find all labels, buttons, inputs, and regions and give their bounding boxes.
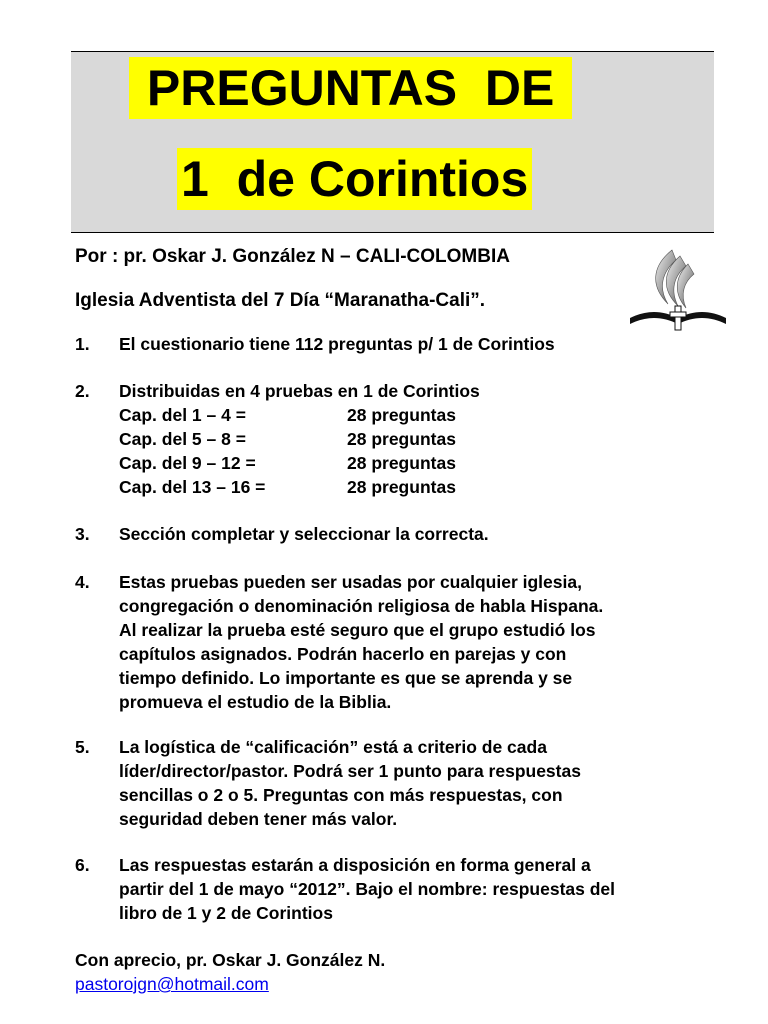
list-item-text: promueva el estudio de la Biblia. [119, 692, 392, 712]
list-item-text: Al realizar la prueba esté seguro que el grupo estudió los [119, 620, 596, 640]
list-item-text: congregación o denominación religiosa de habla Hispana. [119, 596, 604, 616]
list-item-number: 3. [75, 524, 90, 544]
list-item-text: Distribuidas en 4 pruebas en 1 de Corintios [119, 381, 480, 401]
chapter-row [119, 451, 729, 475]
list-item-text: El cuestionario tiene 112 preguntas p/ 1 de Corintios [119, 334, 555, 354]
list-item-text: La logística de “calificación” está a criterio de cada [119, 737, 547, 757]
list-item-text: sencillas o 2 o 5. Preguntas con más respuestas, con [119, 785, 563, 805]
title-box [71, 51, 714, 233]
chapter-range: Cap. del 9 – 12 = [119, 453, 256, 473]
list-item-text: tiempo definido. Lo importante es que se aprenda y se [119, 668, 573, 688]
closing-signature: Con aprecio, pr. Oskar J. González N. [75, 950, 386, 970]
list-item-number: 5. [75, 737, 90, 757]
chapter-range: Cap. del 1 – 4 = [119, 405, 246, 425]
email-link[interactable]: pastorojgn@hotmail.com [75, 974, 269, 994]
list-item-text: capítulos asignados. Podrán hacerlo en parejas y con [119, 644, 567, 664]
church-line: Iglesia Adventista del 7 Día “Maranatha-Cali”. [75, 290, 486, 311]
list-item-text: Las respuestas estarán a disposición en forma general a [119, 855, 591, 875]
list-item-text: líder/director/pastor. Podrá ser 1 punto para respuestas [119, 761, 581, 781]
author-line: Por : pr. Oskar J. González N – CALI-COLOMBIA [75, 246, 510, 267]
title-line-1: PREGUNTAS DE [129, 57, 572, 119]
chapter-row [119, 403, 729, 427]
list-item-number: 2. [75, 381, 90, 401]
chapter-count: 28 preguntas [347, 477, 456, 497]
list-item-text: seguridad deben tener más valor. [119, 809, 398, 829]
list-item-number: 6. [75, 855, 90, 875]
title-line-2: 1 de Corintios [177, 148, 532, 210]
list-item-text: libro de 1 y 2 de Corintios [119, 903, 333, 923]
chapter-range: Cap. del 13 – 16 = [119, 477, 266, 497]
chapter-range: Cap. del 5 – 8 = [119, 429, 246, 449]
list-item-text: Sección completar y seleccionar la correcta. [119, 524, 489, 544]
list-item-text: Estas pruebas pueden ser usadas por cualquier iglesia, [119, 572, 582, 592]
adventist-church-logo-icon [628, 246, 728, 332]
chapter-row [119, 427, 729, 451]
list-item-text: partir del 1 de mayo “2012”. Bajo el nombre: respuestas del [119, 879, 616, 899]
list-item-number: 4. [75, 572, 90, 592]
list-item-number: 1. [75, 334, 90, 354]
chapter-count: 28 preguntas [347, 453, 456, 473]
chapter-count: 28 preguntas [347, 405, 456, 425]
chapter-count: 28 preguntas [347, 429, 456, 449]
chapter-row [119, 475, 729, 499]
